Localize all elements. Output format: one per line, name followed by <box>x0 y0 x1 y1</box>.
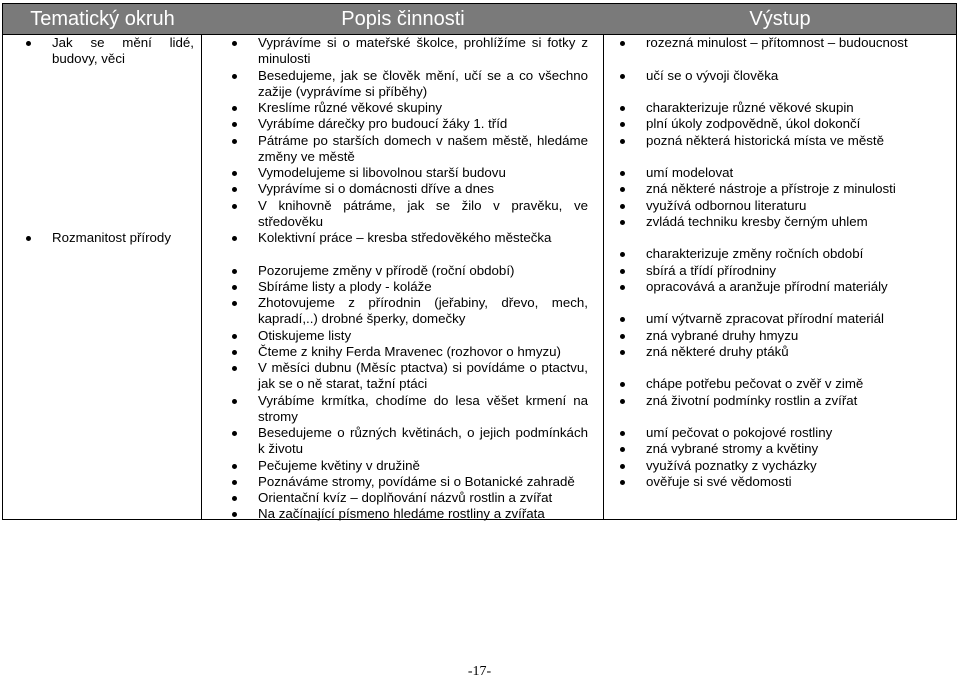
topic-item: Rozmanitost přírody <box>52 230 194 246</box>
table-header-row <box>3 4 956 35</box>
spacer <box>646 360 946 376</box>
list-item: umí pečovat o pokojové rostliny <box>646 425 946 441</box>
list-item: V měsíci dubnu (Měsíc ptactva) si povídáme o ptactvu, jak se o ně starat, tažní ptáci <box>258 360 588 392</box>
list-item: Pečujeme květiny v družině <box>258 458 588 474</box>
list-item: zvládá techniku kresby černým uhlem <box>646 214 946 230</box>
topic-item: Jak se mění lidé, budovy, věci <box>52 35 194 67</box>
list-item: Otiskujeme listy <box>258 328 588 344</box>
list-item: chápe potřebu pečovat o zvěř v zimě <box>646 376 946 392</box>
list-item: zná vybrané druhy hmyzu <box>646 328 946 344</box>
list-item: Besedujeme o různých květinách, o jejich podmínkách k životu <box>258 425 588 457</box>
list-item: zná některé nástroje a přístroje z minulosti <box>646 181 946 197</box>
list-item: opracovává a aranžuje přírodní materiály <box>646 279 946 295</box>
activity-list <box>258 35 588 523</box>
header-output: Výstup <box>749 8 811 30</box>
spacer <box>52 68 194 230</box>
list-item: pozná některá historická místa ve městě <box>646 133 946 149</box>
list-item: Besedujeme, jak se člověk mění, učí se a co všechno zažije (vyprávíme si příběhy) <box>258 67 588 99</box>
page-number: -17- <box>467 664 492 679</box>
list-item: Zhotovujeme z přírodnin (jeřabiny, dřevo, mech, kapradí,..) drobné šperky, domečky <box>258 295 588 327</box>
list-item: Poznáváme stromy, povídáme si o Botanické zahradě <box>258 474 588 490</box>
list-item: zná vybrané stromy a květiny <box>646 441 946 457</box>
list-item: Kreslíme různé věkové skupiny <box>258 100 588 116</box>
list-item: Vyprávíme si o domácnosti dříve a dnes <box>258 181 588 197</box>
list-item: charakterizuje různé věkové skupin <box>646 100 946 116</box>
topic-list <box>52 35 194 246</box>
spacer <box>646 230 946 246</box>
list-item: Sbíráme listy a plody - koláže <box>258 279 588 295</box>
list-item: využívá poznatky z vycházky <box>646 458 946 474</box>
list-item: umí výtvarně zpracovat přírodní materiál <box>646 311 946 327</box>
spacer <box>646 295 946 311</box>
list-item: Pátráme po starších domech v našem městě, hledáme změny ve městě <box>258 132 588 164</box>
header-topic: Tematický okruh <box>30 8 175 30</box>
output-list <box>646 35 946 490</box>
list-item: Vyprávíme si o mateřské školce, prohlížíme si fotky z minulosti <box>258 35 588 67</box>
column-divider <box>603 35 604 519</box>
list-item: Na začínající písmeno hledáme rostliny a zvířata <box>258 506 588 522</box>
header-activities: Popis činnosti <box>341 8 465 30</box>
list-item: využívá odbornou literaturu <box>646 198 946 214</box>
list-item: zná některé druhy ptáků <box>646 344 946 360</box>
list-item: Čteme z knihy Ferda Mravenec (rozhovor o hmyzu) <box>258 344 588 360</box>
column-divider <box>201 35 202 519</box>
list-item: plní úkoly zodpovědně, úkol dokončí <box>646 116 946 132</box>
list-item: rozezná minulost – přítomnost – budoucnost <box>646 35 946 51</box>
list-item: Vyrábíme krmítka, chodíme do lesa věšet krmení na stromy <box>258 392 588 424</box>
list-item: V knihovně pátráme, jak se žilo v pravěku, ve středověku <box>258 197 588 229</box>
list-item: Pozorujeme změny v přírodě (roční období) <box>258 263 588 279</box>
spacer <box>258 246 588 262</box>
list-item: sbírá a třídí přírodniny <box>646 263 946 279</box>
spacer <box>646 51 946 67</box>
spacer <box>646 149 946 165</box>
spacer <box>646 409 946 425</box>
list-item: učí se o vývoji člověka <box>646 68 946 84</box>
list-item: zná životní podmínky rostlin a zvířat <box>646 393 946 409</box>
list-item: Vymodelujeme si libovolnou starší budovu <box>258 165 588 181</box>
list-item: Orientační kvíz – doplňování názvů rostlin a zvířat <box>258 490 588 506</box>
list-item: Vyrábíme dárečky pro budoucí žáky 1. tříd <box>258 116 588 132</box>
list-item: charakterizuje změny ročních období <box>646 246 946 262</box>
list-item: umí modelovat <box>646 165 946 181</box>
list-item: ověřuje si své vědomosti <box>646 474 946 490</box>
list-item: Kolektivní práce – kresba středověkého městečka <box>258 230 588 246</box>
spacer <box>646 84 946 100</box>
